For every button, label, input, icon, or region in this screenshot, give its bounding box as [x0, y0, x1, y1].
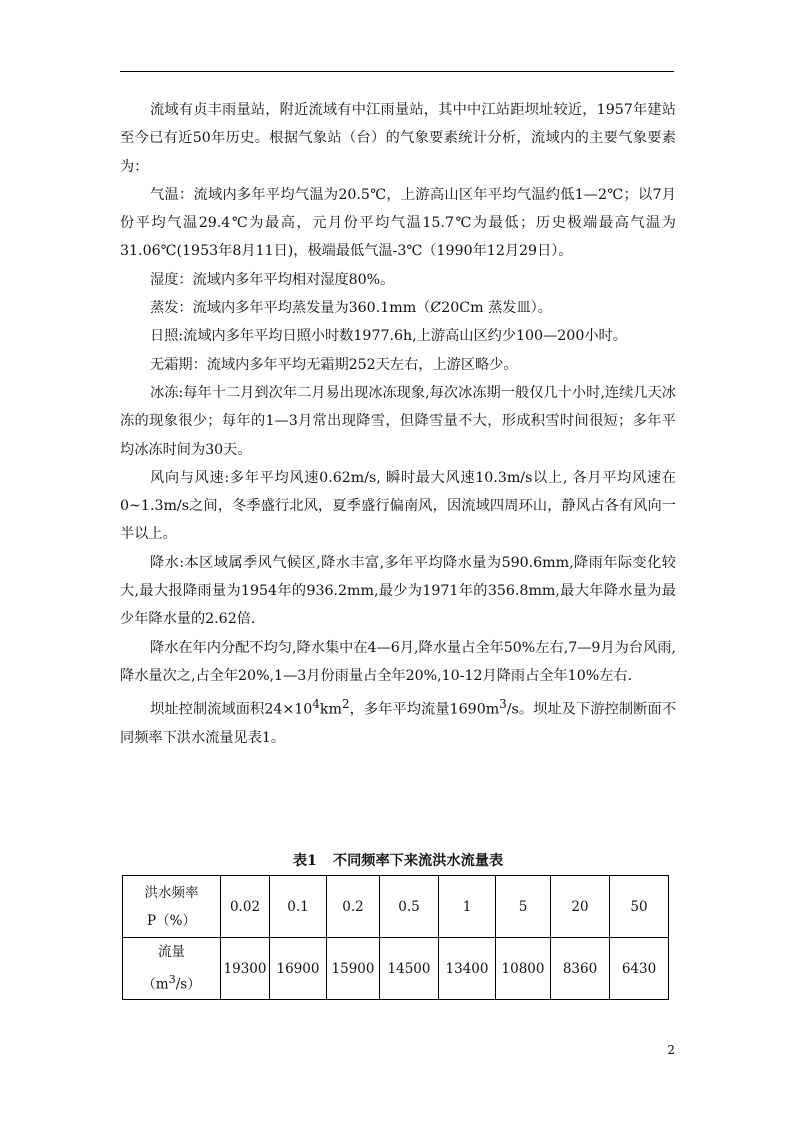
- paragraph-precip-distribution: 降水在年内分配不均匀,降水集中在4—6月,降水量占全年50%左右,7—9月为台风雨,降水量次之,占全年20%,1—3月份雨量占全年20%,10-12月降雨占全年10%左右.: [120, 639, 676, 684]
- flow-unit-a: （m: [142, 976, 169, 993]
- frequency-cell: 20: [551, 876, 610, 938]
- page-number: 2: [667, 1043, 675, 1057]
- flow-row: [123, 938, 669, 1000]
- frequency-cell: 0.1: [270, 876, 327, 938]
- frequency-cell: 5: [496, 876, 551, 938]
- flow-cell: 19300: [221, 938, 270, 1000]
- header-rule: [120, 71, 674, 72]
- paragraph-precipitation: 降水:本区域属季风气候区,降水丰富,多年平均降水量为590.6mm,降雨年际变化较大,最大报降雨量为1954年的936.2mm,最少为1971年的356.8mm,最大年降水量为最少年降水量的2.62倍.: [120, 554, 676, 628]
- dam-text-2: km: [319, 701, 342, 718]
- frequency-row: [123, 876, 669, 938]
- flow-unit-sup: 3: [168, 973, 176, 987]
- flow-unit-b: /s）: [175, 976, 201, 993]
- dam-sup-1: 4: [312, 697, 320, 712]
- flow-header-cell: [123, 938, 221, 1000]
- dam-text-1: 坝址控制流域面积24×10: [150, 701, 313, 718]
- flow-cell: 8360: [551, 938, 610, 1000]
- paragraph-evaporation: 蒸发：流域内多年平均蒸发量为360.1mm（Ȼ20Cm 蒸发皿）。: [150, 300, 552, 317]
- frequency-cell: 0.2: [327, 876, 380, 938]
- paragraph-intro: 流域有贞丰雨量站，附近流域有中江雨量站，其中中江站距坝址较近，1957年建站至今已有近50年历史。根据气象站（台）的气象要素统计分析，流域内的主要气象要素为：: [120, 102, 676, 175]
- paragraph-sunshine: 日照:流域内多年平均日照小时数1977.6h,上游高山区约少100—200小时。: [150, 328, 627, 345]
- table-caption-number: 表1: [292, 853, 317, 869]
- dam-sup-2: 2: [341, 697, 350, 712]
- frequency-header-line2: P（%）: [147, 912, 196, 929]
- paragraph-temperature: 气温：流域内多年平均气温为20.5℃，上游高山区年平均气温约低1—2℃；以7月份平均气温29.4℃为最高，元月份平均气温15.7℃为最低；历史极端最高气温为31.06℃(1953年8月11日)，极端最低气温-3℃（1990年12月29日）。: [120, 186, 676, 260]
- table-caption: [120, 850, 676, 872]
- flow-cell: 6430: [610, 938, 669, 1000]
- frequency-cell: 0.02: [221, 876, 270, 938]
- frequency-cell: 1: [439, 876, 496, 938]
- dam-text-4: /s。坝址及下游控制断面不同频率下洪水流量见表1。: [120, 701, 677, 747]
- frequency-header-line1: 洪水频率: [144, 884, 199, 901]
- flow-cell: 13400: [439, 938, 496, 1000]
- flow-cell: 10800: [496, 938, 551, 1000]
- flow-cell: 14500: [380, 938, 439, 1000]
- paragraph-humidity: 湿度：流域内多年平均相对湿度80%。: [150, 271, 395, 288]
- frequency-header-cell: [123, 876, 221, 938]
- flow-cell: 16900: [270, 938, 327, 1000]
- flow-header-unit: [123, 966, 220, 999]
- flood-flow-table: [122, 875, 669, 1000]
- paragraph-dam: [120, 690, 676, 752]
- frequency-cell: 0.5: [380, 876, 439, 938]
- frequency-cell: 50: [610, 876, 669, 938]
- dam-sup-3: 3: [499, 697, 507, 712]
- paragraph-freezing: 冰冻:每年十二月到次年二月易出现冰冻现象,每次冰冻期一般仅几十小时,连续几天冰冻的现象很少；每年的1—3月常出现降雪，但降雪量不大，形成积雪时间很短；多年平均冰冻时间为30天。: [120, 384, 676, 458]
- paragraph-wind: 风向与风速:多年平均风速0.62m/s, 瞬时最大风速10.3m/s以上, 各月平均风速在0~1.3m/s之间，冬季盛行北风，夏季盛行偏南风，因流域四周环山，静风占各有风向一半以上。: [120, 469, 676, 543]
- paragraph-frost-free: 无霜期：流域内多年平均无霜期252天左右，上游区略少。: [150, 356, 518, 373]
- table-caption-text: 不同频率下来流洪水流量表: [332, 853, 504, 869]
- body-text: [120, 96, 676, 753]
- dam-text-3: ，多年平均流量1690m: [349, 701, 500, 718]
- flow-cell: 15900: [327, 938, 380, 1000]
- flow-header-line1: 流量: [158, 944, 185, 961]
